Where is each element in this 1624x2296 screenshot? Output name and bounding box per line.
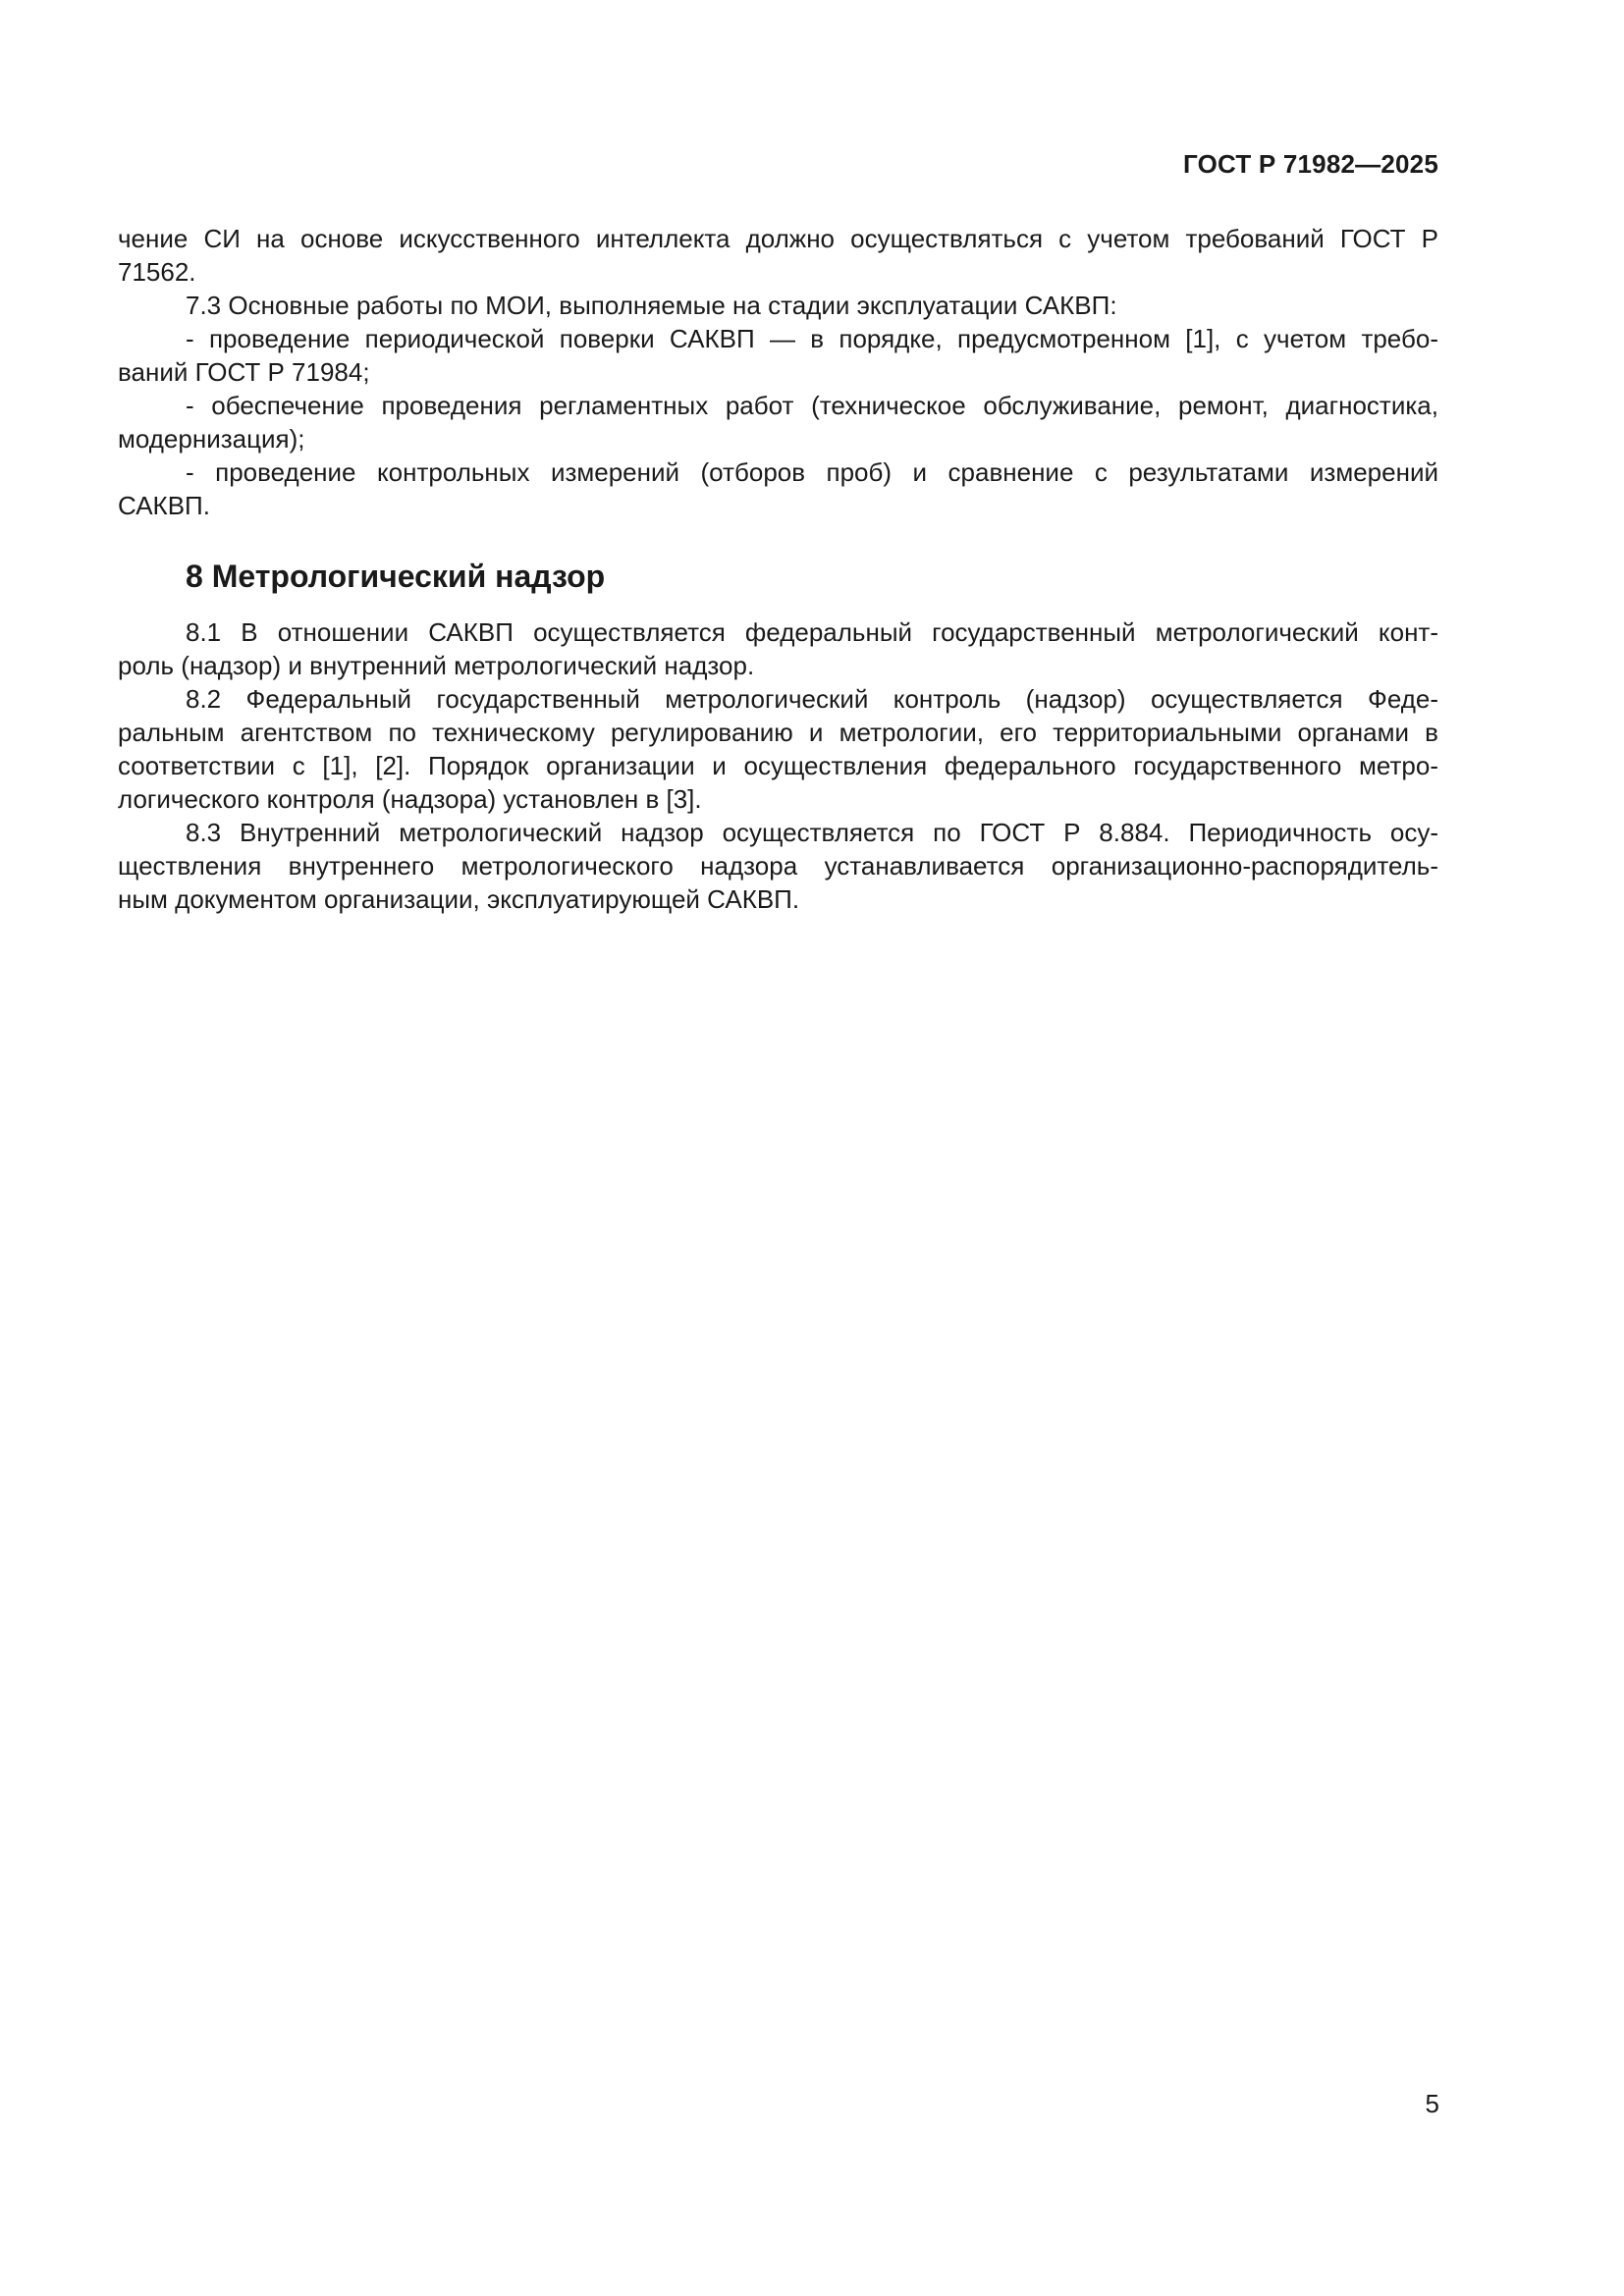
page-content bbox=[118, 222, 1438, 916]
text-line: логического контроля (надзора) установлен в [3]. bbox=[118, 784, 702, 814]
text-line: САКВП. bbox=[118, 491, 210, 520]
text-line: ществления внутреннего метрологического надзора устанавливается организационно-распорядитель- bbox=[118, 851, 1438, 881]
paragraph-8-3 bbox=[118, 816, 1438, 916]
paragraph-7-3 bbox=[118, 289, 1438, 322]
text-line: 71562. bbox=[118, 257, 196, 287]
text-line: - обеспечение проведения регламентных работ (техническое обслуживание, ремонт, диагностика, bbox=[186, 391, 1438, 420]
list-item-verification bbox=[118, 322, 1438, 389]
text-line: 8.3 Внутренний метрологический надзор осуществляется по ГОСТ Р 8.884. Периодичность осу- bbox=[186, 818, 1438, 847]
text-line: чение СИ на основе искусственного интеллекта должно осуществляться с учетом требований ГОСТ Р bbox=[118, 224, 1438, 253]
list-item-maintenance bbox=[118, 389, 1438, 455]
text-line: - проведение контрольных измерений (отборов проб) и сравнение с результатами измерений bbox=[186, 457, 1438, 487]
page-number: 5 bbox=[1425, 2089, 1439, 2118]
paragraph-8-1 bbox=[118, 615, 1438, 682]
text-line: модернизация); bbox=[118, 424, 305, 454]
section-heading: 8 Метрологический надзор bbox=[186, 559, 606, 594]
paragraph-7-2-continuation bbox=[118, 222, 1438, 289]
text-line: ваний ГОСТ Р 71984; bbox=[118, 357, 370, 387]
list-item-control-measurements bbox=[118, 455, 1438, 522]
text-line: 8.1 В отношении САКВП осуществляется федеральный государственный метрологический конт- bbox=[186, 617, 1438, 647]
text-line: ральным агентством по техническому регулированию и метрологии, его территориальными органами в bbox=[118, 718, 1438, 747]
text-line: соответствии с [1], [2]. Порядок организации и осуществления федерального государственного метро- bbox=[118, 751, 1438, 780]
document-code-header: ГОСТ Р 71982—2025 bbox=[1183, 149, 1438, 179]
text-line: роль (надзор) и внутренний метрологический надзор. bbox=[118, 651, 755, 680]
text-line: 8.2 Федеральный государственный метрологический контроль (надзор) осуществляется Феде- bbox=[186, 684, 1438, 714]
text-line: ным документом организации, эксплуатирующей САКВП. bbox=[118, 884, 800, 914]
paragraph-8-2 bbox=[118, 682, 1438, 816]
text-line: - проведение периодической поверки САКВП — в порядке, предусмотренном [1], с учетом требо- bbox=[186, 324, 1438, 353]
text-line: 7.3 Основные работы по МОИ, выполняемые на стадии эксплуатации САКВП: bbox=[186, 291, 1117, 320]
